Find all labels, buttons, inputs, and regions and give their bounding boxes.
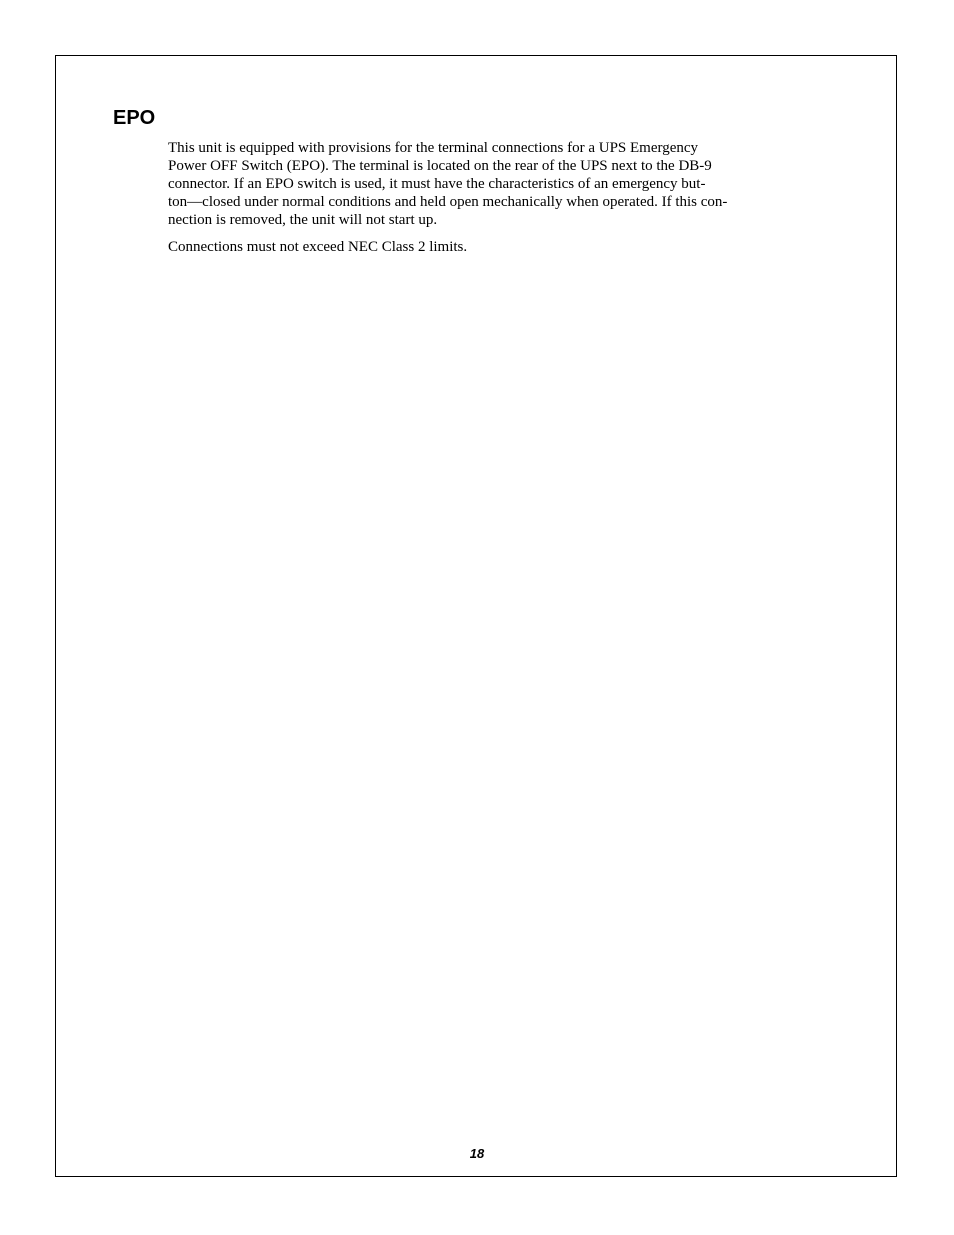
paragraph-nec-limits: Connections must not exceed NEC Class 2 limits.: [168, 239, 468, 255]
paragraph-epo-description: [168, 139, 838, 229]
section-body: [168, 139, 838, 265]
paragraph-line: connector. If an EPO switch is used, it must have the characteristics of an emergency but-: [168, 176, 706, 192]
section-heading-epo: EPO: [113, 107, 156, 129]
paragraph-line: ton—closed under normal conditions and held open mechanically when operated. If this con-: [168, 194, 728, 210]
paragraph-line: Power OFF Switch (EPO). The terminal is located on the rear of the UPS next to the DB-9: [168, 158, 712, 174]
paragraph-line: This unit is equipped with provisions for the terminal connections for a UPS Emergency: [168, 140, 699, 156]
page-number: 18: [469, 1146, 485, 1161]
paragraph-line: nection is removed, the unit will not start up.: [168, 212, 438, 228]
